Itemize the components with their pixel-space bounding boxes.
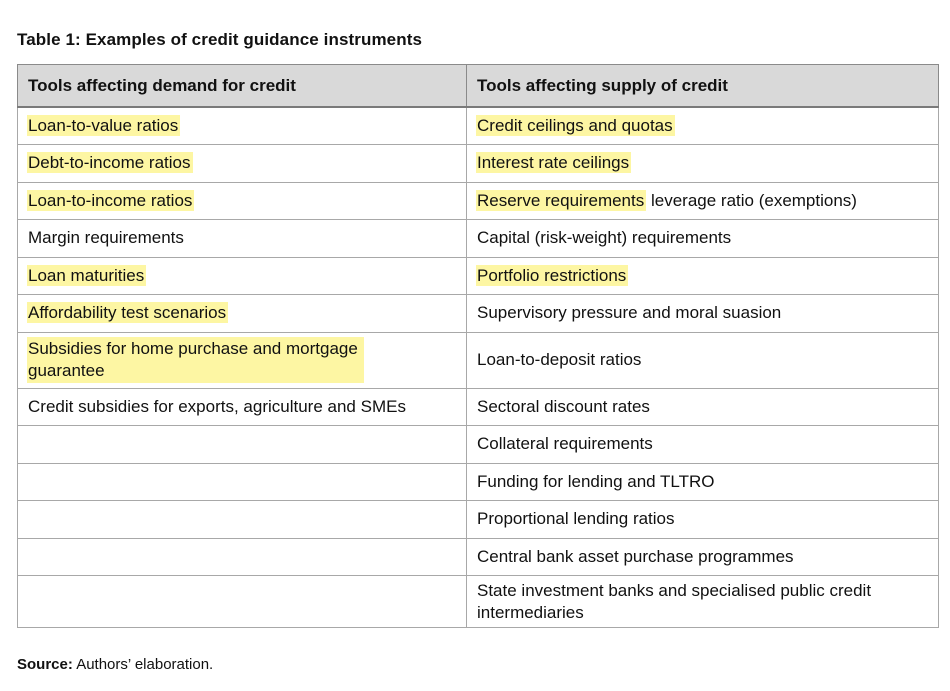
supply-cell: Proportional lending ratios (467, 501, 939, 539)
demand-cell (18, 426, 467, 464)
credit-guidance-table (17, 64, 939, 628)
table-caption: Table 1: Examples of credit guidance instruments (17, 30, 423, 49)
demand-cell: Credit subsidies for exports, agriculture and SMEs (18, 388, 467, 426)
table-row (18, 576, 939, 628)
header-demand: Tools affecting demand for credit (18, 65, 467, 108)
source-label: Source: (17, 656, 73, 673)
supply-cell (467, 107, 939, 145)
demand-cell (18, 463, 467, 501)
highlighted-text: Loan-to-income ratios (28, 190, 193, 210)
supply-cell: Collateral requirements (467, 426, 939, 464)
highlighted-text: Loan-to-value ratios (28, 116, 179, 135)
highlighted-text: Debt-to-income ratios (28, 153, 191, 173)
supply-cell: Capital (risk-weight) requirements (467, 220, 939, 258)
supply-cell (467, 576, 939, 628)
demand-cell (18, 145, 467, 183)
highlighted-text: Affordability test scenarios (28, 303, 227, 323)
supply-cell: Central bank asset purchase programmes (467, 538, 939, 576)
supply-cell (467, 145, 939, 183)
header-supply: Tools affecting supply of credit (467, 65, 939, 108)
supply-cell: Supervisory pressure and moral suasion (467, 295, 939, 333)
demand-cell (18, 501, 467, 539)
demand-cell (18, 107, 467, 145)
table-row (18, 332, 939, 388)
table-header-row (18, 65, 939, 108)
table-row (18, 388, 939, 426)
supply-line-1: State investment banks and specialised public credit (477, 580, 872, 600)
plain-text: leverage ratio (exemptions) (646, 190, 857, 210)
table-row (18, 295, 939, 333)
demand-line-2: guarantee (28, 361, 105, 380)
table-row (18, 501, 939, 539)
highlighted-text: Loan maturities (28, 265, 145, 285)
supply-cell: Loan-to-deposit ratios (467, 332, 939, 388)
table-row (18, 145, 939, 183)
table-row (18, 107, 939, 145)
source-note (17, 656, 213, 673)
demand-cell (18, 257, 467, 295)
supply-line-2: intermediaries (477, 602, 584, 622)
table-row (18, 182, 939, 220)
supply-cell (467, 182, 939, 220)
highlighted-text: Portfolio restrictions (477, 265, 627, 285)
table-row (18, 538, 939, 576)
demand-line-1: Subsidies for home purchase and mortgage (28, 339, 358, 358)
highlighted-text (27, 337, 364, 383)
table-row (18, 463, 939, 501)
demand-cell (18, 576, 467, 628)
demand-cell (18, 182, 467, 220)
demand-cell (18, 538, 467, 576)
highlighted-text: Credit ceilings and quotas (477, 116, 673, 135)
source-text: Authors’ elaboration. (72, 656, 214, 673)
table-row (18, 426, 939, 464)
supply-cell: Funding for lending and TLTRO (467, 463, 939, 501)
table-row (18, 220, 939, 258)
highlighted-text: Reserve requirements (477, 190, 645, 210)
demand-cell (18, 295, 467, 333)
demand-cell: Margin requirements (18, 220, 467, 258)
table-row (18, 257, 939, 295)
supply-cell: Sectoral discount rates (467, 388, 939, 426)
demand-cell (18, 332, 467, 388)
supply-cell (467, 257, 939, 295)
highlighted-text: Interest rate ceilings (477, 153, 630, 173)
